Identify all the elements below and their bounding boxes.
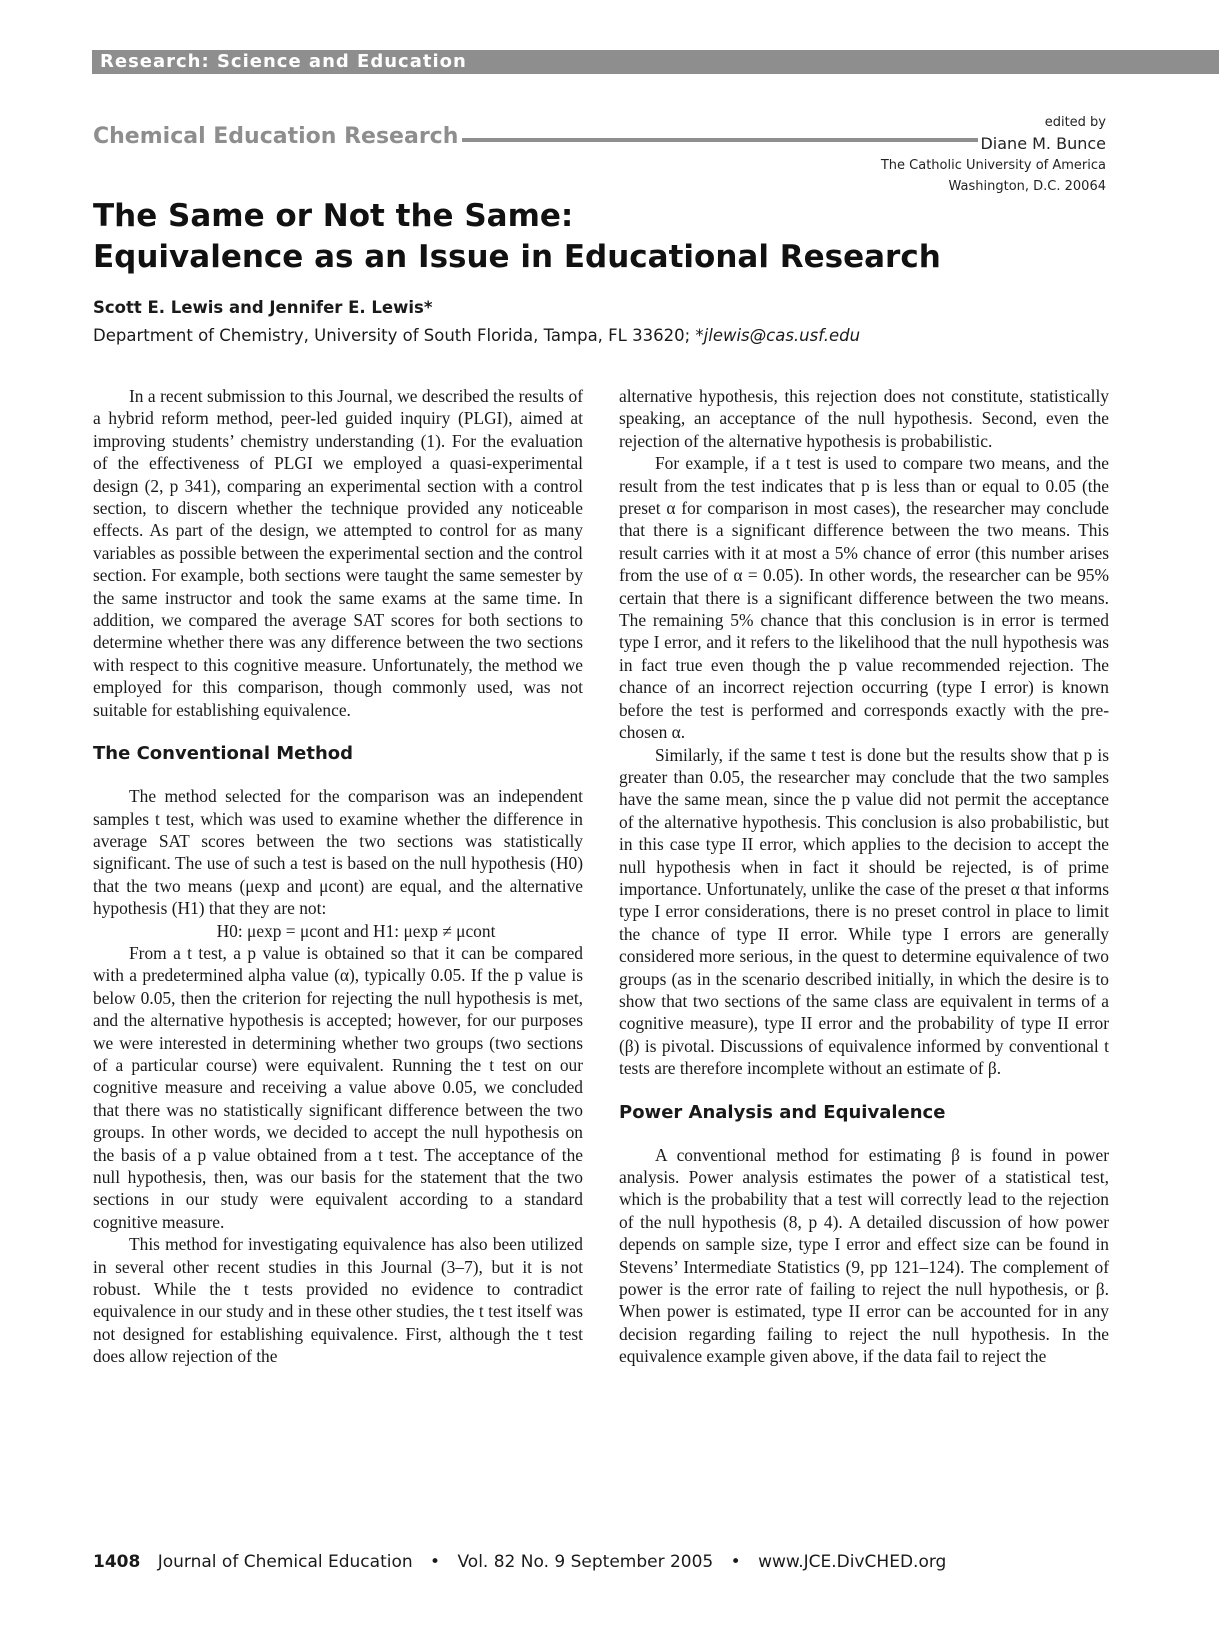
- journal-url: www.JCE.DivCHED.org: [758, 1552, 947, 1572]
- paragraph: This method for investigating equivalence has also been utilized in several other recent studies in this Journal (3–7), but it is not robust. While the t tests provided no evidence to contradict equivalence in our study and in these other studies, the t test itself was not designed for establishing equivalence. First, although the t test does allow rejection of the: [93, 1234, 583, 1367]
- paragraph: alternative hypothesis, this rejection does not constitute, statistically speaking, an acceptance of the null hypothesis. Second, even the rejection of the alternative hypothesis is probabilistic.: [619, 386, 1109, 451]
- left-column: [93, 385, 583, 1368]
- title-line-1: The Same or Not the Same:: [93, 198, 574, 234]
- paragraph: Similarly, if the same t test is done but the results show that p is greater than 0.05, the researcher may conclude that the two samples have the same mean, since the p value did not permit the acceptance of the alternative hypothesis. This conclusion is also probabilistic, but in this case type II error, which applies to the decision to accept the null hypothesis when in fact it should be rejected, is of prime importance. Unfortunately, unlike the case of the preset α that informs type I error considerations, there is no preset control in place to limit the chance of type II error. While type I errors are generally considered more serious, in the quest to determine equivalence of two groups (as in the scenario described initially, in which the desire is to show that two sections of the same class are equivalent in terms of a cognitive measure), type II error and the probability of type II error (β) is pivotal. Discussions of equivalence informed by conventional t tests are therefore incomplete without an estimate of β.: [619, 744, 1109, 1079]
- title-line-2: Equivalence as an Issue in Educational Research: [93, 239, 941, 275]
- editor-institution: The Catholic University of America: [880, 158, 1106, 173]
- footer-bullet: •: [430, 1552, 441, 1572]
- authors: Scott E. Lewis and Jennifer E. Lewis*: [93, 298, 433, 317]
- paragraph: The method selected for the comparison was an independent samples t test, which was used to examine whether the difference in average SAT scores between the two sections was statistically significant. The use of such a test is based on the null hypothesis (H0) that the two means (μexp and μcont) are equal, and the alternative hypothesis (H1) that they are not:: [93, 786, 583, 919]
- section-heading: Chemical Education Research: [93, 124, 459, 149]
- page-footer: [93, 1552, 946, 1572]
- banner-label: Research: Science and Education: [100, 51, 467, 72]
- hypothesis-equation: H0: μexp = μcont and H1: μexp ≠ μcont: [216, 920, 496, 941]
- paragraph: A conventional method for estimating β is found in power analysis. Power analysis estimates the power of a statistical test, which is the probability that a test will correctly lead to the rejection of the null hypothesis (8, p 4). A detailed discussion of how power depends on sample size, type I error and effect size can be found in Stevens’ Intermediate Statistics (9, pp 121–124). The complement of power is the error rate of failing to reject the null hypothesis, or β. When power is estimated, type II error can be accounted for in any decision regarding failing to reject the null hypothesis. In the equivalence example given above, if the data fail to reject the: [619, 1144, 1109, 1367]
- footer-bullet: •: [730, 1552, 741, 1572]
- journal-name: Journal of Chemical Education: [157, 1552, 413, 1572]
- edited-by: edited by: [1044, 115, 1106, 130]
- affiliation: [93, 326, 860, 345]
- author-email: jlewis@cas.usf.edu: [703, 326, 861, 345]
- editor-city: Washington, D.C. 20064: [948, 179, 1106, 194]
- editor-name: Diane M. Bunce: [980, 134, 1106, 153]
- right-column: [619, 385, 1109, 1368]
- page-number: 1408: [93, 1552, 141, 1572]
- paragraph: From a t test, a p value is obtained so that it can be compared with a predetermined alpha value (α), typically 0.05. If the p value is below 0.05, then the criterion for rejecting the null hypothesis is met, and the alternative hypothesis is accepted; however, for our purposes we were interested in determining whether two groups (two sections of a particular course) were equivalent. Running the t test on our cognitive measure and receiving a value above 0.05, we concluded that there was no statistically significant difference between the two groups. In other words, we decided to accept the null hypothesis on the basis of a p value obtained from a t test. The acceptance of the null hypothesis, then, was our basis for the statement that the two sections in our study were equivalent according to a standard cognitive measure.: [93, 942, 583, 1232]
- affiliation-text: Department of Chemistry, University of South Florida, Tampa, FL 33620; *: [93, 326, 704, 345]
- journal-issue: Vol. 82 No. 9 September 2005: [457, 1552, 714, 1572]
- section-heading-power-analysis: Power Analysis and Equivalence: [619, 1101, 946, 1123]
- paragraph: For example, if a t test is used to compare two means, and the result from the test indicates that p is less than or equal to 0.05 (the preset α for comparison in most cases), the researcher may conclude that there is a significant difference between the two means. This result carries with it at most a 5% chance of error (this number arises from the use of α = 0.05). In other words, the researcher can be 95% certain that there is a significant difference between the two means. The remaining 5% chance that this conclusion is in error is termed type I error, and it refers to the likelihood that the null hypothesis was in fact true even though the p value recommended rejection. The chance of an incorrect rejection occurring (type I error) is known before the test is performed and corresponds exactly with the pre-chosen α.: [619, 453, 1109, 743]
- paragraph: In a recent submission to this Journal, we described the results of a hybrid reform method, peer-led guided inquiry (PLGI), aimed at improving students’ chemistry understanding (1). For the evaluation of the effectiveness of PLGI we employed a quasi-experimental design (2, p 341), comparing an experimental section with a control section, to discern whether the technique provided any noticeable effects. As part of the design, we attempted to control for as many variables as possible between the experimental section and the control section. For example, both sections were taught the same semester by the same instructor and took the same exams at the same time. In addition, we compared the average SAT scores for both sections to determine whether there was any difference between the two sections with respect to this cognitive measure. Unfortunately, the method we employed for this comparison, though commonly used, was not suitable for establishing equivalence.: [93, 386, 583, 720]
- section-banner: [92, 50, 1219, 74]
- editor-block: [881, 112, 1106, 197]
- article-title: [93, 196, 1093, 278]
- section-heading-conventional-method: The Conventional Method: [93, 743, 354, 765]
